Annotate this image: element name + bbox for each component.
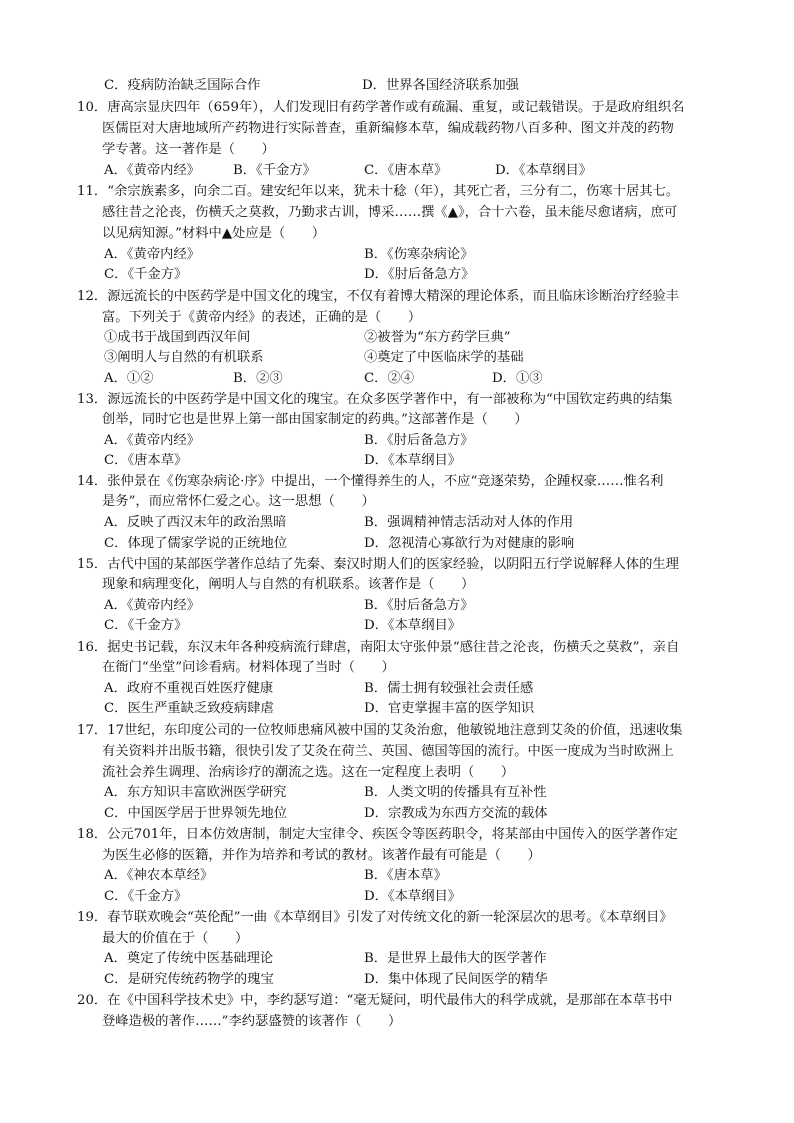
q19-option-c: C．是研究传统药物学的瑰宝: [104, 972, 274, 987]
q12-statement-1: ①成书于战国到西汉年间: [104, 330, 251, 345]
q13-stem-line: 13．源远流长的中医药学是中国文化的瑰宝。在众多医学著作中，有一部被称为“中国钦定药典的结集: [77, 392, 673, 407]
q19-option-b: B．是世界上最伟大的医学著作: [364, 951, 547, 966]
q18-option-d: D．《本草纲目》: [364, 889, 462, 904]
q18-option-a: A．《神农本草经》: [104, 868, 214, 883]
q17-stem-line: 有关资料并出版书籍，很快引发了艾灸在荷兰、英国、德国等国的流行。中医一度成为当时欧洲上: [102, 744, 674, 759]
q15-stem-line: 现象和病理变化，阐明人与自然的有机联系。该著作是（ ）: [102, 577, 475, 592]
q18-option-b: B．《唐本草》: [364, 868, 447, 883]
q18-stem-line: 18．公元701年，日本仿效唐制，制定大宝律令、疾医令等医药职令，将某部由中国传入的医学著作定: [77, 827, 678, 842]
q12-option-d: D．①③: [492, 371, 543, 386]
q10-option-c: C．《唐本草》: [364, 163, 448, 178]
q12-stem-line: 富。下列关于《黄帝内经》的表述，正确的是（ ）: [102, 310, 422, 325]
q12-statement-2: ②被誉为“东方药学巨典”: [364, 330, 511, 345]
q15-option-a: A．《黄帝内经》: [104, 598, 201, 613]
q11-option-b: B．《伤寒杂病论》: [364, 247, 474, 262]
q12-stem-line: 12．源远流长的中医药学是中国文化的瑰宝，不仅有着博大精深的理论体系，而且临床诊断治疗经验丰: [77, 289, 679, 304]
q19-option-a: A．奠定了传统中医基础理论: [104, 951, 274, 966]
q13-option-c: C．《唐本草》: [104, 453, 188, 468]
q11-option-d: D．《肘后备急方》: [364, 267, 475, 282]
q10-option-b: B．《千金方》: [233, 163, 316, 178]
q11-stem-line: 11．“余宗族素多，向余二百。建安纪年以来，犹未十稔（年），其死亡者，三分有二，伤寒十居其七。: [77, 184, 680, 199]
q19-stem-line: 最大的价值在于（ ）: [102, 931, 249, 946]
q10-stem-line: 10．唐高宗显庆四年（659年），人们发现旧有药学著作或有疏漏、重复，或记载错误。于是政府组织名: [77, 100, 685, 115]
q12-statement-3: ③阐明人与自然的有机联系: [104, 350, 264, 365]
q16-option-d: D．官吏掌握丰富的医学知识: [364, 701, 535, 716]
q15-option-d: D．《本草纲目》: [364, 618, 462, 633]
q18-option-c: C．《千金方》: [104, 889, 188, 904]
q18-stem-line: 为医生必修的医籍，并作为培养和考试的教材。该著作最有可能是（ ）: [102, 848, 541, 863]
q17-option-d: D．宗教成为东西方交流的载体: [364, 806, 548, 821]
q16-option-c: C．医生严重缺乏致疫病肆虐: [104, 701, 274, 716]
q14-stem-line: 是务”，而应常怀仁爱之心。这一思想（ ）: [102, 494, 375, 509]
q12-statement-4: ④奠定了中医临床学的基础: [364, 350, 524, 365]
q16-stem-line: 在衙门“坐堂”问诊看病。材料体现了当时（ ）: [102, 660, 395, 675]
q13-option-b: B．《肘后备急方》: [364, 433, 474, 448]
q11-option-a: A．《黄帝内经》: [104, 247, 201, 262]
q14-option-c: C．体现了儒家学说的正统地位: [104, 536, 288, 551]
q20-stem-line: 登峰造极的著作……”李约瑟盛赞的该著作（ ）: [102, 1014, 402, 1029]
q11-stem-line: 感往昔之沦丧，伤横夭之莫救，乃勤求古训，博采……撰《▲》，合十六卷，虽未能尽愈诸病，庶可: [102, 205, 678, 220]
q19-option-d: D．集中体现了民间医学的精华: [364, 972, 548, 987]
q17-stem-line: 流社会养生调理、治病诊疗的潮流之选。这在一定程度上表明（ ）: [102, 765, 515, 780]
q12-option-b: B．②③: [233, 371, 283, 386]
q14-option-d: D．忽视清心寡欲行为对健康的影响: [364, 536, 575, 551]
q13-option-a: A．《黄帝内经》: [104, 433, 201, 448]
q13-option-d: D．《本草纲目》: [364, 453, 462, 468]
q20-stem-line: 20．在《中国科学技术史》中，李约瑟写道：“毫无疑问，明代最伟大的科学成就，是那部在本草书中: [77, 993, 673, 1008]
q16-option-a: A．政府不重视百姓医疗健康: [104, 681, 274, 696]
q9-option-c: C．疫病防治缺乏国际合作: [104, 78, 261, 93]
q14-stem-line: 14．张仲景在《伤寒杂病论·序》中提出，一个懂得养生的人，不应“竞逐荣势，企踵权豪……惟名利: [77, 474, 664, 489]
q15-stem-line: 15．古代中国的某部医学著作总结了先秦、秦汉时期人们的医家经验，以阴阳五行学说解释人体的生理: [77, 557, 679, 572]
q10-option-a: A．《黄帝内经》: [104, 163, 201, 178]
q11-stem-line: 以见病知源。”材料中▲处应是（ ）: [102, 226, 326, 241]
q16-option-b: B．儒士拥有较强社会责任感: [364, 681, 534, 696]
q17-option-a: A．东方知识丰富欧洲医学研究: [104, 785, 287, 800]
q14-option-b: B．强调精神情志活动对人体的作用: [364, 515, 574, 530]
q15-option-c: C．《千金方》: [104, 618, 188, 633]
q17-option-c: C．中国医学居于世界领先地位: [104, 806, 288, 821]
q12-option-c: C．②④: [364, 371, 415, 386]
q9-option-d: D．世界各国经济联系加强: [362, 78, 519, 93]
q14-option-a: A．反映了西汉末年的政治黑暗: [104, 515, 287, 530]
q13-stem-line: 创举，同时它也是世界上第一部由国家制定的药典。”这部著作是（ ）: [102, 412, 528, 427]
q10-stem-line: 医儒臣对大唐地域所产药物进行实际普查，重新编修本草，编成载药物八百多种、图文并茂的药物: [102, 121, 674, 136]
q10-option-d: D．《本草纲目》: [495, 163, 593, 178]
q12-option-a: A．①②: [104, 371, 154, 386]
q15-option-b: B．《肘后备急方》: [364, 598, 474, 613]
q10-stem-line: 学专著。这一著作是（ ）: [102, 142, 275, 157]
q19-stem-line: 19．春节联欢晚会“英伦配”一曲《本草纲目》引发了对传统文化的新一轮深层次的思考。《本草纲目》: [77, 910, 673, 925]
q11-option-c: C．《千金方》: [104, 267, 188, 282]
q17-option-b: B．人类文明的传播具有互补性: [364, 785, 547, 800]
q16-stem-line: 16．据史书记载，东汉末年各种疫病流行肆虐，南阳太守张仲景“感往昔之沦丧，伤横夭之莫救”，亲自: [77, 640, 680, 655]
q17-stem-line: 17．17世纪，东印度公司的一位牧师患痛风被中国的艾灸治愈，他敏锐地注意到艾灸的价值，迅速收集: [77, 723, 683, 738]
